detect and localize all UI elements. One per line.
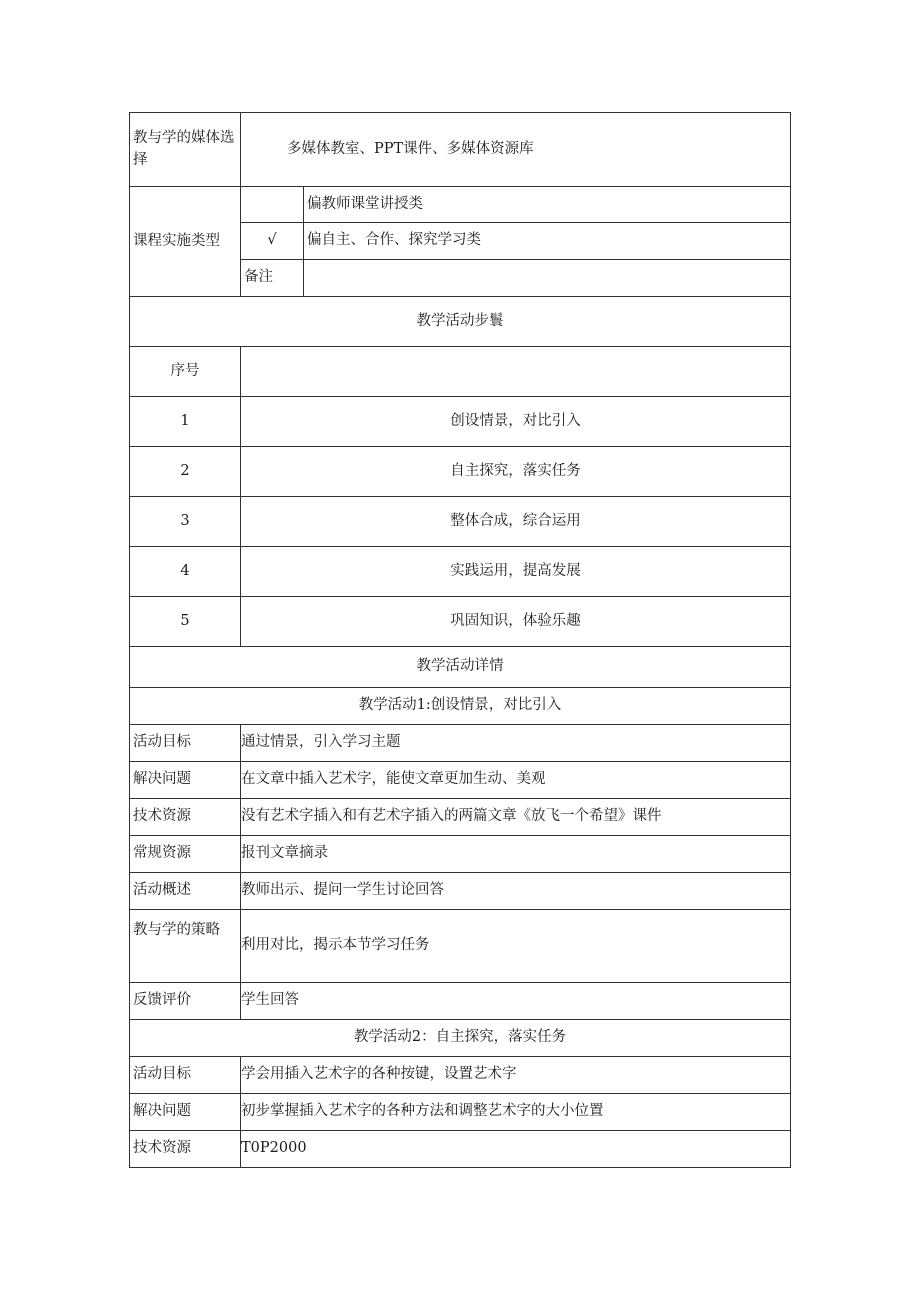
detail-value: 报刊文章摘录: [241, 836, 791, 873]
steps-title-row: [130, 297, 791, 347]
step-row: [130, 597, 791, 647]
detail-row: [130, 836, 791, 873]
steps-header-no: 序号: [130, 347, 241, 397]
step-number: 2: [130, 447, 241, 497]
course-type-mark-1: [241, 187, 304, 223]
step-number: 1: [130, 397, 241, 447]
detail-label: 活动目标: [130, 725, 241, 762]
activity2-title-row: [130, 1020, 791, 1057]
note-label: 备注: [241, 260, 304, 297]
detail-row: [130, 762, 791, 799]
step-text: 整体合成，综合运用: [241, 497, 791, 547]
course-type-option-2: 偏自主、合作、探究学习类: [304, 223, 791, 260]
detail-value: T0P2000: [241, 1131, 791, 1168]
media-value: 多媒体教室、PPT课件、多媒体资源库: [241, 113, 791, 187]
detail-row: [130, 983, 791, 1020]
detail-row: [130, 725, 791, 762]
course-type-label: 课程实施类型: [130, 187, 241, 297]
step-row: [130, 497, 791, 547]
detail-label: 解决问题: [130, 762, 241, 799]
steps-title: 教学活动步鬟: [130, 297, 791, 347]
detail-value: 没有艺术字插入和有艺术字插入的两篇文章《放飞一个希望》课件: [241, 799, 791, 836]
course-type-row: [130, 187, 791, 223]
step-row: [130, 547, 791, 597]
step-text: 实践运用，提高发展: [241, 547, 791, 597]
activity2-title: 教学活动2：自主探究，落实任务: [130, 1020, 791, 1057]
details-title-row: [130, 647, 791, 688]
note-value: [304, 260, 791, 297]
detail-value: 通过情景，引入学习主题: [241, 725, 791, 762]
detail-value: 初步掌握插入艺术字的各种方法和调整艺术字的大小位置: [241, 1094, 791, 1131]
detail-value: 在文章中插入艺术字，能使文章更加生动、美观: [241, 762, 791, 799]
step-number: 4: [130, 547, 241, 597]
checkmark: √: [241, 223, 304, 260]
detail-row: [130, 1094, 791, 1131]
steps-header-row: [130, 347, 791, 397]
detail-row: [130, 1131, 791, 1168]
media-row: [130, 113, 791, 187]
detail-label: 常规资源: [130, 836, 241, 873]
detail-value: 教师出示、提问一学生讨论回答: [241, 873, 791, 910]
detail-row: [130, 910, 791, 983]
detail-row: [130, 799, 791, 836]
detail-value: 利用对比，揭示本节学习任务: [241, 910, 791, 983]
step-row: [130, 397, 791, 447]
detail-row: [130, 873, 791, 910]
detail-label: 技术资源: [130, 799, 241, 836]
step-text: 巩固知识，体验乐趣: [241, 597, 791, 647]
media-label: 教与学的媒体选择: [130, 113, 241, 187]
course-type-option-1: 偏教师课堂讲授类: [304, 187, 791, 223]
detail-label: 活动概述: [130, 873, 241, 910]
detail-value: 学会用插入艺术字的各种按键，设置艺术字: [241, 1057, 791, 1094]
detail-value: 学生回答: [241, 983, 791, 1020]
details-title: 教学活动详情: [130, 647, 791, 688]
step-text: 自主探究，落实任务: [241, 447, 791, 497]
step-row: [130, 447, 791, 497]
detail-label: 反馈评价: [130, 983, 241, 1020]
detail-label: 技术资源: [130, 1131, 241, 1168]
step-number: 5: [130, 597, 241, 647]
steps-header-content: [241, 347, 791, 397]
detail-label: 教与学的策略: [130, 910, 241, 983]
step-number: 3: [130, 497, 241, 547]
activity1-title: 教学活动1:创设情景，对比引入: [130, 688, 791, 725]
detail-label: 活动目标: [130, 1057, 241, 1094]
lesson-plan-table: [129, 112, 791, 1168]
detail-row: [130, 1057, 791, 1094]
detail-label: 解决问题: [130, 1094, 241, 1131]
activity1-title-row: [130, 688, 791, 725]
step-text: 创设情景，对比引入: [241, 397, 791, 447]
